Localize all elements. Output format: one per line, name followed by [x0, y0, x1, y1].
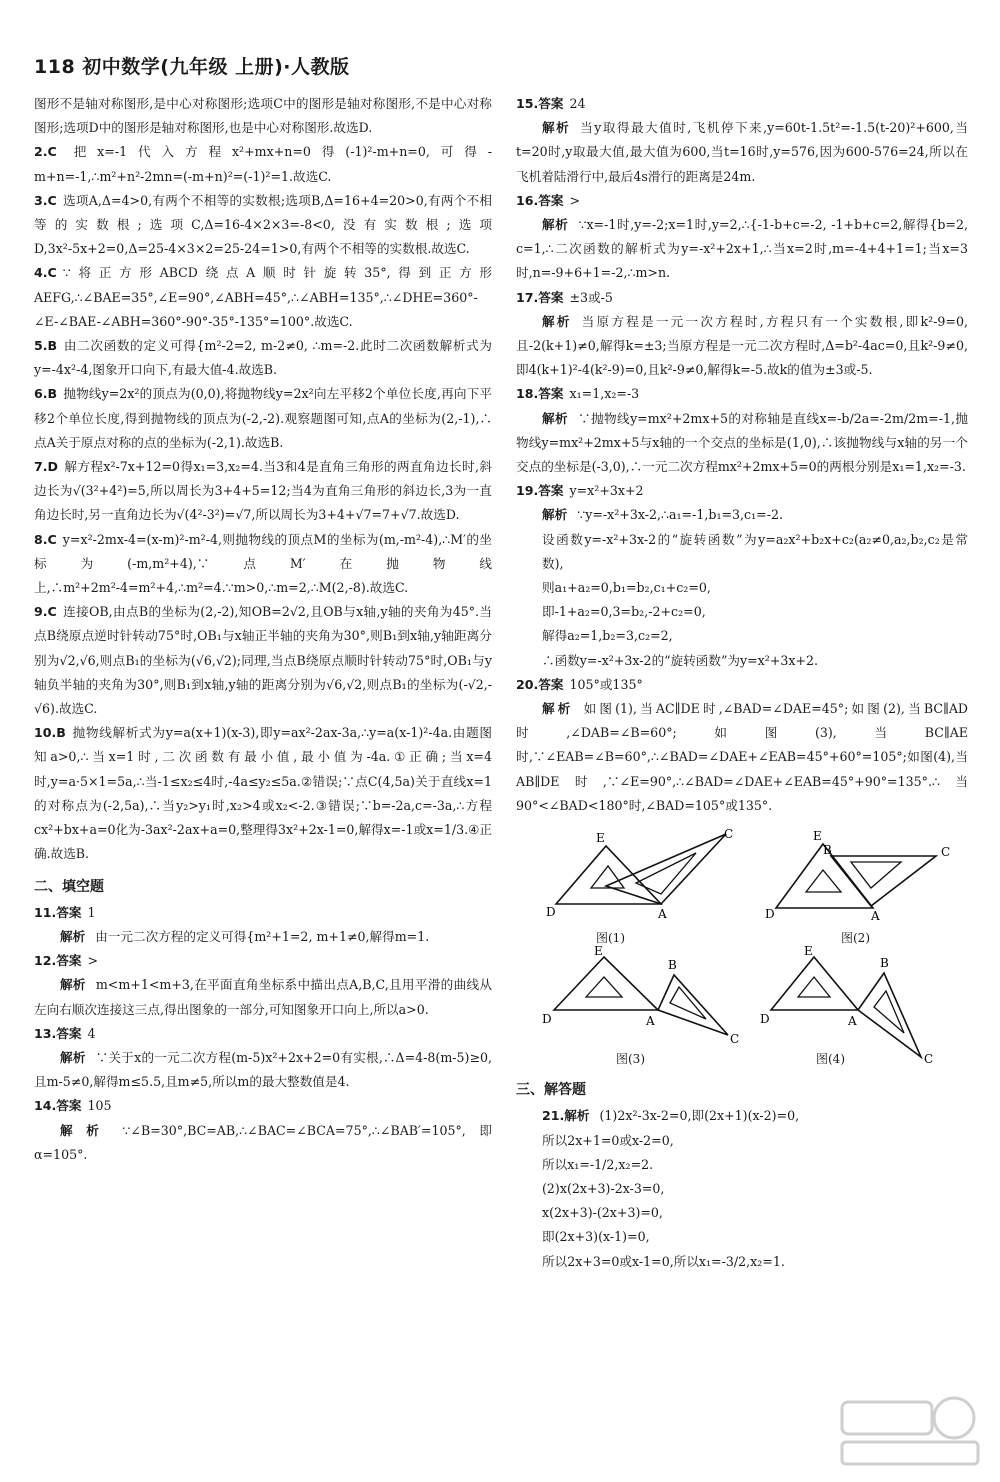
explanation	[516, 310, 968, 383]
body-text: y=x²+3x+2	[569, 483, 644, 499]
section-heading: 二、填空题	[34, 878, 104, 895]
explanation	[34, 1046, 492, 1094]
paragraph: 图形不是轴对称图形,是中心对称图形;选项C中的图形是轴对称图形,不是中心对称图形;选项D中的图形是轴对称图形,也是中心对称图形.故选D.	[34, 96, 492, 136]
body-text: 由一元二次方程的定义可得{m²+1=2, m+1≠0,解得m=1.	[95, 928, 430, 944]
fig1-label-a: A	[658, 907, 667, 922]
explanation	[34, 925, 492, 949]
question-number: 10.B	[34, 725, 66, 741]
explanation	[516, 213, 968, 286]
body-text: y=x²-2mx-4=(x-m)²-m²-4,则抛物线的顶点M的坐标为(m,-m²-4),∴M′的坐标为(-m,m²+4),∵点M′在抛物线上,∴m²+2m²-4=m²+4,∴m²=4.∵m>0,∴m=2,∴M(2,-8).故选C.	[34, 531, 492, 596]
solution-line: 即-1+a₂=0,3=b₂,-2+c₂=0,	[542, 604, 706, 620]
explanation-tag: 解析	[542, 217, 569, 233]
explanation-tag: 解析	[60, 928, 86, 944]
explanation	[516, 407, 968, 480]
explanation	[516, 1104, 968, 1128]
fig2-caption: 图(2)	[841, 931, 870, 946]
solution-line: x(2x+3)-(2x+3)=0,	[542, 1205, 663, 1221]
body-text: 抛物线y=2x²的顶点为(0,0),将抛物线y=2x²向左平移2个单位长度,再向下平移2个单位长度,得到抛物线的顶点为(-2,-2).观察题图可知,点A的坐标为(2,-1),∴点A关于原点对称的点的坐标为(-2,1).故选B.	[34, 386, 492, 450]
section-heading: 三、解答题	[516, 1082, 586, 1099]
question-number: 13.答案	[34, 1025, 82, 1041]
question-number: 5.B	[34, 338, 58, 354]
fig4-label-a: A	[848, 1014, 857, 1029]
page-header: 118 初中数学(九年级 上册)·人教版	[34, 56, 350, 78]
fig1-label-c: C	[724, 827, 734, 842]
answer-line	[34, 949, 492, 973]
fig1-label-e: E	[596, 831, 605, 846]
question-answer	[34, 455, 492, 528]
fig3-label-b: B	[668, 958, 677, 973]
fig1-label-d: D	[546, 905, 556, 920]
body-text: 当y取得最大值时,飞机停下来,y=60t-1.5t²=-1.5(t-20)²+600,当t=20时,y取最大值,最大值为600,当t=16时,y=576,因为600-576=24,所以在飞机着陆滑行中,最后4s滑行的距离是24m.	[516, 120, 968, 184]
fig2-label-a: A	[871, 909, 880, 924]
fig4-label-c: C	[924, 1052, 934, 1066]
solution-line: 所以x₁=-1/2,x₂=2.	[542, 1156, 654, 1172]
body-text: ∵∠B=30°,BC=AB,∴∠BAC=∠BCA=75°,∴∠BAB′=105°,即α=105°.	[34, 1122, 492, 1162]
fig3-caption: 图(3)	[616, 1052, 645, 1067]
question-answer	[34, 528, 492, 601]
answer-line	[34, 1022, 492, 1046]
question-number: 7.D	[34, 459, 59, 475]
fig2-label-b: B	[823, 843, 832, 858]
question-number: 12.答案	[34, 953, 82, 969]
body-text: ∵关于x的一元二次方程(m-5)x²+2x+2=0有实根,∴Δ=4-8(m-5)≥0,且m-5≠0,解得m≤5.5,且m≠5,所以m的最大整数值是4.	[34, 1049, 493, 1090]
body-text: 105°或135°	[569, 676, 643, 692]
body-text: x₁=1,x₂=-3	[569, 386, 640, 402]
fig4-label-e: E	[804, 945, 813, 959]
body-text: m<m+1<m+3,在平面直角坐标系中描出点A,B,C,且用平滑的曲线从左向右顺次连接这三点,得出图象的一部分,可知图象开口向上,所以a>0.	[34, 977, 493, 1017]
body-text: 如图(1),当AC∥DE时,∠BAD=∠DAE=45°;如图(2),当BC∥AD时,∠DAB=∠B=60°;如图(3),当BC∥AE时,∵∠EAB=∠B=60°,∴∠BAD=∠DAE+∠EAB=45°+60°=105°;如图(4),当AB∥DE时,∵∠E=90°,∴∠BAD=∠DAE+∠EAB=45°+90°=135°.∴当90°<∠BAD<180°时,∠BAD=105°或135°.	[516, 701, 969, 813]
answer-line	[516, 286, 968, 310]
question-number: 17.答案	[516, 289, 564, 305]
fig3-label-c: C	[730, 1032, 740, 1046]
explanation-tag: 解析	[542, 701, 574, 717]
fig4-caption: 图(4)	[816, 1052, 845, 1067]
question-number: 15.答案	[516, 96, 564, 111]
fig2-label-c: C	[941, 845, 951, 860]
explanation-tag: 解析	[542, 313, 572, 329]
explanation-tag: 解析	[60, 1049, 86, 1065]
figure-2	[761, 826, 971, 946]
figure-1	[536, 826, 736, 946]
fig1-caption: 图(1)	[596, 931, 625, 946]
solution-line: 则a₁+a₂=0,b₁=b₂,c₁+c₂=0,	[542, 580, 711, 596]
explanation	[516, 116, 968, 189]
body-text: 1	[87, 904, 96, 920]
solution-line: 设函数y=-x²+3x-2的“旋转函数”为y=a₂x²+b₂x+c₂(a₂≠0,a₂,b₂,c₂是常数),	[542, 531, 968, 571]
question-number: 8.C	[34, 531, 57, 547]
question-answer	[34, 334, 492, 382]
body-text: 当原方程是一元一次方程时,方程只有一个实数根,即k²-9=0,且-2(k+1)≠0,解得k=±3;当原方程是一元二次方程时,Δ=b²-4ac=0,且k²-9≠0,即4(k+1)²-4(k²-9)=0,且k²-9≠0,解得k=-5.故k的值为±3或-5.	[516, 313, 968, 378]
answer-line	[34, 1094, 492, 1118]
explanation-tag: 解析	[542, 410, 569, 426]
body-text: ∵抛物线y=mx²+2mx+5的对称轴是直线x=-b/2a=-2m/2m=-1,抛物线y=mx²+2mx+5与x轴的一个交点的坐标是(1,0),∴该抛物线与x轴的另一个交点的坐标是(-3,0),∴一元二次方程mx²+2mx+5=0的两根分别是x₁=1,x₂=-3.	[516, 410, 969, 475]
body-text: ∵x=-1时,y=-2;x=1时,y=2,∴{-1-b+c=-2, -1+b+c=2,解得{b=2, c=1,∴二次函数的解析式为y=-x²+2x+1,∴当x=2时,m=-4+4+1=1;当x=3时,n=-9+6+1=-2,∴m>n.	[516, 217, 968, 281]
fig2-label-d: D	[765, 907, 775, 922]
fig2-label-e: E	[813, 829, 822, 844]
solution-line: ∴函数y=-x²+3x-2的“旋转函数”为y=x²+3x+2.	[542, 652, 819, 668]
explanation-tag: 21.解析	[542, 1108, 590, 1124]
question-answer	[34, 382, 492, 455]
explanation-tag: 解析	[60, 1122, 113, 1138]
body-text: 把x=-1代入方程x²+mx+n=0得(-1)²-m+n=0,可得-m+n=-1,∴m²+n²-2mn=(-m+n)²=(-1)²=1.故选C.	[34, 144, 492, 184]
fig4-label-d: D	[760, 1012, 770, 1027]
fig4-label-b: B	[880, 956, 889, 971]
question-number: 19.答案	[516, 483, 564, 499]
answer-line	[516, 382, 968, 406]
body-text: (1)2x²-3x-2=0,即(2x+1)(x-2)=0,	[599, 1108, 800, 1124]
fig3-label-a: A	[646, 1014, 655, 1029]
body-text: ±3或-5	[569, 289, 613, 305]
question-number: 14.答案	[34, 1098, 82, 1114]
solution-line: 所以2x+3=0或x-1=0,所以x₁=-3/2,x₂=1.	[542, 1253, 785, 1269]
question-number: 9.C	[34, 604, 57, 620]
fig3-label-e: E	[594, 945, 603, 959]
explanation	[34, 1119, 492, 1167]
answer-line	[516, 479, 968, 503]
body-text: 抛物线解析式为y=a(x+1)(x-3),即y=ax²-2ax-3a,∴y=a(x-1)²-4a.由题图知a>0,∴当x=1时,二次函数有最小值,最小值为-4a.①正确;当x=4时,y=a·5×1=5a,∴当-1≤x₂≤4时,-4a≤y₂≤5a.②错误;∵点C(4,5a)关于直线x=1的对称点为(-2,5a),∴当y₂>y₁时,x₂>4或x₂<-2.③错误;∵b=-2a,c=-3a,∴方程cx²+bx+a=0化为-3ax²-2ax+a=0,整理得3x²+2x-1=0,解得x=-1或x=1/3.④正确.故选B.	[34, 725, 492, 862]
watermark-logo	[834, 1392, 984, 1472]
body-text: 选项A,Δ=4>0,有两个不相等的实数根;选项B,Δ=16+4=20>0,有两个不相等的实数根;选项C,Δ=16-4×2×3=-8<0,没有实数根;选项D,3x²-5x+2=0,Δ=25-4×3×2=25-24=1>0,有两个不相等的实数根.故选C.	[34, 192, 492, 257]
question-answer	[34, 261, 492, 334]
body-text: 解方程x²-7x+12=0得x₁=3,x₂=4.当3和4是直角三角形的两直角边长时,斜边长为√(3²+4²)=5,所以周长为3+4+5=12;当4为直角三角形的斜边长,3为一直角边长时,另一直角边长为√(4²-3²)=√7,所以周长为3+4+√7=7+√7.故选D.	[34, 459, 492, 523]
body-text: ∵y=-x²+3x-2,∴a₁=-1,b₁=3,c₁=-2.	[577, 507, 783, 523]
figures-block	[516, 820, 968, 1070]
figure-3	[536, 945, 746, 1067]
explanation	[516, 503, 968, 527]
solution-line: 即(2x+3)(x-1)=0,	[542, 1229, 650, 1245]
body-text: ∵将正方形ABCD绕点A顺时针旋转35°,得到正方形AEFG,∴∠BAE=35°,∠E=90°,∠ABH=45°,∴∠ABH=135°,∴∠DHE=360°-∠E-∠BAE-∠ABH=360°-90°-35°-135°=100°.故选C.	[34, 265, 492, 329]
body-text: 24	[569, 96, 586, 111]
answer-line	[516, 189, 968, 213]
question-number: 3.C	[34, 192, 57, 208]
answer-line	[516, 673, 968, 697]
explanation	[34, 973, 492, 1021]
question-number: 2.C	[34, 144, 57, 160]
right-column	[516, 92, 968, 1274]
body-text: 105	[87, 1098, 112, 1114]
explanation	[516, 697, 968, 818]
question-number: 20.答案	[516, 676, 564, 692]
left-column	[34, 92, 492, 1167]
solution-line: 所以2x+1=0或x-2=0,	[542, 1132, 674, 1148]
explanation-tag: 解析	[60, 977, 86, 993]
figure-4	[756, 945, 966, 1065]
body-text: >	[569, 192, 581, 208]
question-number: 4.C	[34, 265, 57, 281]
body-text: >	[87, 953, 99, 969]
question-answer	[34, 600, 492, 721]
question-number: 18.答案	[516, 386, 564, 402]
question-number: 6.B	[34, 386, 58, 402]
solution-line: 解得a₂=1,b₂=3,c₂=2,	[542, 628, 673, 644]
answer-line	[34, 901, 492, 925]
question-answer	[34, 140, 492, 188]
fig3-label-d: D	[542, 1012, 552, 1027]
question-answer	[34, 189, 492, 262]
solution-line: (2)x(2x+3)-2x-3=0,	[542, 1180, 665, 1196]
body-text: 由二次函数的定义可得{m²-2=2, m-2≠0, ∴m=-2.此时二次函数解析式为y=-4x²-4,图象开口向下,有最大值-4.故选B.	[34, 338, 492, 378]
question-number: 11.答案	[34, 904, 82, 920]
explanation-tag: 解析	[542, 120, 571, 136]
answer-line	[516, 92, 968, 116]
body-text: 连接OB,由点B的坐标为(2,-2),知OB=2√2,且OB与x轴,y轴的夹角为45°.当点B绕原点逆时针转动75°时,OB₁与x轴正半轴的夹角为30°,则B₁到x轴,y轴距离分别为√2,√6,则点B₁的坐标为(√6,√2);同理,当点B绕原点顺时针转动75°时,OB₁与y轴负半轴的夹角为30°,则B₁到x轴,y轴的距离分别为√6,√2,则点B₁的坐标为(-√2,-√6).故选C.	[34, 604, 492, 717]
question-answer	[34, 721, 492, 866]
explanation-tag: 解析	[542, 507, 568, 523]
question-number: 16.答案	[516, 192, 564, 208]
body-text: 4	[87, 1025, 96, 1041]
